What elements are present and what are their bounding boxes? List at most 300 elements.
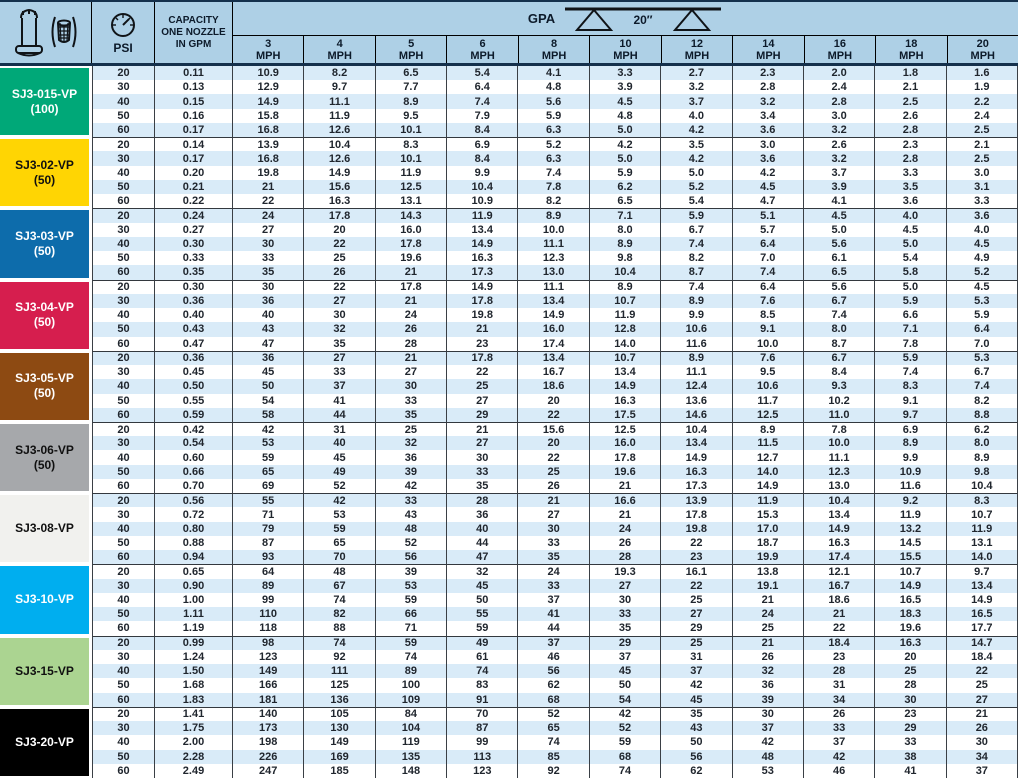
gpa-value: 62 bbox=[518, 678, 589, 692]
gpa-value: 5.8 bbox=[875, 265, 946, 279]
gpa-value: 27 bbox=[233, 223, 304, 237]
psi-value: 60 bbox=[92, 265, 155, 279]
gpa-value: 12.5 bbox=[590, 422, 661, 436]
gpa-value: 26 bbox=[804, 707, 875, 721]
gpa-value: 8.3 bbox=[947, 493, 1018, 507]
gpa-value: 25 bbox=[661, 636, 732, 650]
gpa-value: 6.7 bbox=[804, 294, 875, 308]
gpa-value: 3.0 bbox=[804, 109, 875, 123]
gpa-value: 22 bbox=[661, 579, 732, 593]
gpa-value: 50 bbox=[590, 678, 661, 692]
gpa-value: 13.1 bbox=[947, 536, 1018, 550]
gpa-value: 25 bbox=[947, 678, 1018, 692]
gpa-value: 12.3 bbox=[518, 251, 589, 265]
gpa-value: 16.6 bbox=[590, 493, 661, 507]
psi-value: 30 bbox=[92, 365, 155, 379]
gpm-value: 0.70 bbox=[155, 479, 233, 493]
gpm-value: 0.17 bbox=[155, 151, 233, 165]
gpm-value: 0.30 bbox=[155, 280, 233, 294]
gpa-value: 9.5 bbox=[733, 365, 804, 379]
gpa-value: 3.2 bbox=[661, 80, 732, 94]
gpa-value: 173 bbox=[233, 721, 304, 735]
gpa-value: 5.9 bbox=[590, 166, 661, 180]
gpa-value: 14.9 bbox=[947, 593, 1018, 607]
gpa-value: 6.7 bbox=[947, 365, 1018, 379]
gpa-value: 16.3 bbox=[447, 251, 518, 265]
gpa-value: 19.6 bbox=[376, 251, 447, 265]
nozzle-subtitle: (100) bbox=[30, 101, 59, 116]
gpa-value: 13.4 bbox=[447, 223, 518, 237]
gpa-value: 20 bbox=[304, 223, 375, 237]
gpa-value: 10.9 bbox=[875, 465, 946, 479]
psi-value: 30 bbox=[92, 721, 155, 735]
gpa-value: 104 bbox=[376, 721, 447, 735]
gpa-value: 5.0 bbox=[875, 237, 946, 251]
gpa-value: 99 bbox=[447, 735, 518, 749]
gpa-value: 24 bbox=[376, 308, 447, 322]
gpa-value: 33 bbox=[376, 493, 447, 507]
gpa-value: 10.4 bbox=[661, 422, 732, 436]
gpm-value: 0.56 bbox=[155, 493, 233, 507]
psi-value: 60 bbox=[92, 408, 155, 422]
gpa-value: 48 bbox=[733, 750, 804, 764]
gpa-value: 65 bbox=[233, 465, 304, 479]
gpa-value: 14.9 bbox=[304, 166, 375, 180]
gpa-value: 149 bbox=[304, 735, 375, 749]
gpa-value: 3.5 bbox=[661, 137, 732, 151]
gpa-value: 6.6 bbox=[875, 308, 946, 322]
gpa-value: 8.3 bbox=[376, 137, 447, 151]
gpa-value: 30 bbox=[947, 735, 1018, 749]
gpa-value: 5.9 bbox=[661, 208, 732, 222]
gpa-value: 12.1 bbox=[804, 564, 875, 578]
gpa-value: 37 bbox=[661, 664, 732, 678]
gpa-value: 17.8 bbox=[590, 450, 661, 464]
gpa-value: 27 bbox=[447, 436, 518, 450]
gpa-value: 89 bbox=[376, 664, 447, 678]
psi-value: 40 bbox=[92, 237, 155, 251]
gpa-value: 5.9 bbox=[875, 351, 946, 365]
gpa-value: 64 bbox=[233, 564, 304, 578]
nozzle-row-label bbox=[0, 208, 92, 279]
gpa-value: 27 bbox=[447, 394, 518, 408]
gpa-value: 18.7 bbox=[733, 536, 804, 550]
gpa-value: 3.5 bbox=[875, 180, 946, 194]
gpa-value: 55 bbox=[447, 607, 518, 621]
gpa-value: 87 bbox=[447, 721, 518, 735]
gpa-value: 65 bbox=[518, 721, 589, 735]
gpa-value: 5.0 bbox=[804, 223, 875, 237]
gpa-value: 11.1 bbox=[518, 237, 589, 251]
gpa-value: 3.2 bbox=[804, 123, 875, 137]
gpa-value: 12.4 bbox=[661, 379, 732, 393]
gpa-value: 28 bbox=[376, 337, 447, 351]
gpa-value: 10.2 bbox=[804, 394, 875, 408]
gpa-value: 14.0 bbox=[947, 550, 1018, 564]
gpa-label: GPA bbox=[527, 11, 556, 26]
gpa-value: 33 bbox=[447, 465, 518, 479]
gpa-value: 17.8 bbox=[376, 280, 447, 294]
gpa-value: 22 bbox=[304, 280, 375, 294]
gpa-value: 12.7 bbox=[733, 450, 804, 464]
gpa-value: 17.3 bbox=[661, 479, 732, 493]
psi-value: 40 bbox=[92, 166, 155, 180]
gpm-value: 0.15 bbox=[155, 94, 233, 108]
gpa-value: 2.1 bbox=[947, 137, 1018, 151]
gpa-value: 4.1 bbox=[804, 194, 875, 208]
gpa-value: 16.1 bbox=[661, 564, 732, 578]
gpm-value: 0.35 bbox=[155, 265, 233, 279]
gpa-value: 4.0 bbox=[875, 208, 946, 222]
gpa-value: 43 bbox=[233, 322, 304, 336]
gpa-value: 149 bbox=[233, 664, 304, 678]
nozzle-name: SJ3-06-VP bbox=[15, 442, 74, 457]
gpm-value: 0.43 bbox=[155, 322, 233, 336]
gpa-value: 8.5 bbox=[733, 308, 804, 322]
mph-column-header-6: 6 MPH bbox=[446, 36, 517, 63]
gpa-value: 5.6 bbox=[804, 237, 875, 251]
gpa-value: 71 bbox=[233, 507, 304, 521]
gpa-value: 24 bbox=[233, 208, 304, 222]
gpa-value: 58 bbox=[233, 408, 304, 422]
gpa-value: 22 bbox=[233, 194, 304, 208]
gpa-value: 21 bbox=[590, 479, 661, 493]
gpa-value: 9.9 bbox=[661, 308, 732, 322]
gpa-value: 56 bbox=[376, 550, 447, 564]
gpa-value: 41 bbox=[875, 764, 946, 778]
gpa-value: 1.9 bbox=[947, 80, 1018, 94]
gpa-value: 34 bbox=[947, 750, 1018, 764]
gpa-value: 26 bbox=[376, 322, 447, 336]
gpa-value: 70 bbox=[447, 707, 518, 721]
gpa-value: 3.6 bbox=[733, 151, 804, 165]
gpa-value: 10.6 bbox=[661, 322, 732, 336]
gpa-value: 10.4 bbox=[590, 265, 661, 279]
gpa-value: 7.0 bbox=[947, 337, 1018, 351]
psi-value: 50 bbox=[92, 607, 155, 621]
gpa-value: 27 bbox=[518, 507, 589, 521]
gpa-value: 8.4 bbox=[447, 151, 518, 165]
gpa-value: 16.3 bbox=[661, 465, 732, 479]
gpa-value: 31 bbox=[304, 422, 375, 436]
gpm-value: 0.40 bbox=[155, 308, 233, 322]
gpa-value: 5.0 bbox=[661, 166, 732, 180]
gpa-value: 8.8 bbox=[947, 408, 1018, 422]
nozzle-row-label bbox=[0, 137, 92, 208]
gpm-value: 0.22 bbox=[155, 194, 233, 208]
gpa-value: 8.9 bbox=[661, 294, 732, 308]
gpa-value: 37 bbox=[518, 636, 589, 650]
nozzle-row-label bbox=[0, 66, 92, 137]
gpa-value: 19.3 bbox=[590, 564, 661, 578]
gpa-value: 5.4 bbox=[875, 251, 946, 265]
gpa-value: 4.5 bbox=[590, 94, 661, 108]
gpa-value: 52 bbox=[518, 707, 589, 721]
gpa-value: 74 bbox=[376, 650, 447, 664]
gpa-value: 25 bbox=[875, 664, 946, 678]
gpa-value: 2.8 bbox=[733, 80, 804, 94]
gpa-value: 23 bbox=[661, 550, 732, 564]
gpa-value: 16.5 bbox=[875, 593, 946, 607]
mph-column-header-10: 10 MPH bbox=[589, 36, 660, 63]
gpa-value: 27 bbox=[661, 607, 732, 621]
nozzle-row-label bbox=[0, 422, 92, 493]
gpa-value: 3.7 bbox=[661, 94, 732, 108]
gpa-value: 9.8 bbox=[947, 465, 1018, 479]
psi-value: 60 bbox=[92, 479, 155, 493]
gpa-value: 8.2 bbox=[947, 394, 1018, 408]
gpa-value: 11.9 bbox=[590, 308, 661, 322]
gpa-value: 3.9 bbox=[804, 180, 875, 194]
gpa-value: 13.4 bbox=[590, 365, 661, 379]
gpa-value: 19.8 bbox=[447, 308, 518, 322]
gpa-value: 10.4 bbox=[804, 493, 875, 507]
gpa-value: 44 bbox=[304, 408, 375, 422]
gpa-value: 17.8 bbox=[304, 208, 375, 222]
gpa-value: 16.8 bbox=[233, 123, 304, 137]
gpa-value: 18.3 bbox=[875, 607, 946, 621]
gpa-value: 27 bbox=[947, 693, 1018, 707]
gpa-value: 6.9 bbox=[875, 422, 946, 436]
mph-column-header-16: 16 MPH bbox=[804, 36, 875, 63]
gpa-value: 2.7 bbox=[661, 66, 732, 80]
psi-value: 20 bbox=[92, 707, 155, 721]
gpa-value: 7.4 bbox=[661, 237, 732, 251]
gpa-value: 32 bbox=[447, 564, 518, 578]
gpa-value: 45 bbox=[661, 693, 732, 707]
gpa-value: 2.1 bbox=[875, 80, 946, 94]
gpa-value: 2.5 bbox=[875, 94, 946, 108]
gpa-value: 14.9 bbox=[875, 579, 946, 593]
gpa-value: 50 bbox=[661, 735, 732, 749]
gpa-value: 35 bbox=[304, 337, 375, 351]
gpa-value: 43 bbox=[661, 721, 732, 735]
gpa-value: 3.9 bbox=[590, 80, 661, 94]
gpm-value: 0.36 bbox=[155, 294, 233, 308]
capacity-column-header bbox=[155, 2, 233, 63]
psi-value: 50 bbox=[92, 536, 155, 550]
gpa-value: 3.3 bbox=[947, 194, 1018, 208]
gpa-value: 14.6 bbox=[661, 408, 732, 422]
gpa-value: 7.1 bbox=[875, 322, 946, 336]
gpa-value: 5.0 bbox=[875, 280, 946, 294]
gpa-value: 27 bbox=[590, 579, 661, 593]
gpa-value: 16.0 bbox=[376, 223, 447, 237]
nozzle-subtitle: (50) bbox=[33, 243, 56, 258]
psi-value: 60 bbox=[92, 764, 155, 778]
gpm-value: 0.42 bbox=[155, 422, 233, 436]
gpa-value: 7.8 bbox=[518, 180, 589, 194]
gpa-value: 17.0 bbox=[733, 522, 804, 536]
gpa-value: 9.9 bbox=[875, 450, 946, 464]
gpa-value: 69 bbox=[233, 479, 304, 493]
gpm-value: 0.72 bbox=[155, 507, 233, 521]
gpa-value: 5.1 bbox=[733, 208, 804, 222]
gpa-value: 30 bbox=[590, 593, 661, 607]
psi-value: 20 bbox=[92, 137, 155, 151]
nozzle-name: SJ3-015-VP bbox=[11, 86, 78, 101]
gpa-value: 8.9 bbox=[661, 351, 732, 365]
gpa-value: 19.8 bbox=[661, 522, 732, 536]
gpa-value: 33 bbox=[233, 251, 304, 265]
gpa-value: 14.9 bbox=[804, 522, 875, 536]
gpa-value: 83 bbox=[447, 678, 518, 692]
gpa-value: 29 bbox=[590, 636, 661, 650]
gpa-value: 11.6 bbox=[661, 337, 732, 351]
gpa-value: 125 bbox=[304, 678, 375, 692]
gpa-value: 7.4 bbox=[447, 94, 518, 108]
gpa-value: 123 bbox=[447, 764, 518, 778]
gpa-value: 4.2 bbox=[661, 123, 732, 137]
gpa-value: 71 bbox=[376, 621, 447, 635]
gpa-value: 16.3 bbox=[590, 394, 661, 408]
gpa-value: 14.9 bbox=[590, 379, 661, 393]
gpa-value: 5.2 bbox=[947, 265, 1018, 279]
gpa-value: 2.4 bbox=[804, 80, 875, 94]
gpa-value: 9.7 bbox=[304, 80, 375, 94]
gpa-value: 6.5 bbox=[804, 265, 875, 279]
gpa-value: 5.7 bbox=[733, 223, 804, 237]
gpa-value: 109 bbox=[376, 693, 447, 707]
gpa-value: 11.1 bbox=[661, 365, 732, 379]
gpa-value: 14.7 bbox=[947, 636, 1018, 650]
gpa-value: 13.4 bbox=[518, 351, 589, 365]
gpa-value: 30 bbox=[447, 450, 518, 464]
gpa-value: 53 bbox=[304, 507, 375, 521]
gpa-value: 31 bbox=[804, 678, 875, 692]
gpm-value: 0.50 bbox=[155, 379, 233, 393]
gpa-value: 33 bbox=[518, 536, 589, 550]
gpa-value: 13.6 bbox=[661, 394, 732, 408]
gpa-value: 41 bbox=[304, 394, 375, 408]
gpa-value: 93 bbox=[233, 550, 304, 564]
gpa-value: 7.4 bbox=[661, 280, 732, 294]
gpa-value: 17.8 bbox=[447, 294, 518, 308]
gpm-value: 0.27 bbox=[155, 223, 233, 237]
gpa-value: 9.1 bbox=[733, 322, 804, 336]
gpa-value: 8.9 bbox=[376, 94, 447, 108]
nozzle-row-label bbox=[0, 351, 92, 422]
gpa-value: 59 bbox=[590, 735, 661, 749]
table-body bbox=[0, 66, 1018, 778]
psi-value: 20 bbox=[92, 351, 155, 365]
gpa-value: 27 bbox=[376, 365, 447, 379]
gpa-value: 15.8 bbox=[233, 109, 304, 123]
nozzle-subtitle: (50) bbox=[33, 315, 56, 330]
gpa-value: 198 bbox=[233, 735, 304, 749]
gpa-value: 1.8 bbox=[875, 66, 946, 80]
gpa-value: 2.5 bbox=[947, 123, 1018, 137]
gpa-value: 14.9 bbox=[518, 308, 589, 322]
gpa-value: 21 bbox=[518, 493, 589, 507]
psi-value: 40 bbox=[92, 94, 155, 108]
gpa-value: 7.4 bbox=[518, 166, 589, 180]
gpa-value: 17.4 bbox=[518, 337, 589, 351]
gpa-value: 22 bbox=[804, 621, 875, 635]
gpa-value: 37 bbox=[304, 379, 375, 393]
nozzle-name: SJ3-20-VP bbox=[15, 734, 74, 749]
gpa-value: 37 bbox=[590, 650, 661, 664]
gpa-value: 8.7 bbox=[804, 337, 875, 351]
gpa-value: 49 bbox=[304, 465, 375, 479]
psi-value: 50 bbox=[92, 251, 155, 265]
gpm-value: 0.45 bbox=[155, 365, 233, 379]
gpa-value: 8.7 bbox=[661, 265, 732, 279]
gpa-value: 14.5 bbox=[875, 536, 946, 550]
mph-column-header-3: 3 MPH bbox=[256, 37, 281, 62]
gpa-value: 6.7 bbox=[661, 223, 732, 237]
gpa-value: 4.5 bbox=[947, 280, 1018, 294]
gpa-value: 5.4 bbox=[661, 194, 732, 208]
gpa-value: 52 bbox=[590, 721, 661, 735]
gpa-value: 12.3 bbox=[804, 465, 875, 479]
gpm-value: 0.14 bbox=[155, 137, 233, 151]
gpa-value: 5.9 bbox=[947, 308, 1018, 322]
gpa-value: 6.4 bbox=[733, 280, 804, 294]
gpa-value: 5.6 bbox=[804, 280, 875, 294]
gpa-value: 24 bbox=[733, 607, 804, 621]
gpa-value: 46 bbox=[804, 764, 875, 778]
gpm-value: 0.21 bbox=[155, 180, 233, 194]
capacity-line-2: ONE NOZZLE bbox=[161, 26, 226, 38]
nozzle-name: SJ3-10-VP bbox=[15, 592, 74, 607]
gpm-value: 1.11 bbox=[155, 607, 233, 621]
gpm-value: 0.11 bbox=[155, 66, 233, 80]
psi-value: 20 bbox=[92, 564, 155, 578]
gpa-value: 7.8 bbox=[875, 337, 946, 351]
gpa-value: 4.1 bbox=[518, 66, 589, 80]
gpa-value: 8.0 bbox=[947, 436, 1018, 450]
gpm-value: 0.54 bbox=[155, 436, 233, 450]
gpa-value: 46 bbox=[518, 650, 589, 664]
gpa-value: 11.9 bbox=[947, 522, 1018, 536]
gpa-value: 4.8 bbox=[590, 109, 661, 123]
gpa-value: 33 bbox=[304, 365, 375, 379]
gpm-value: 0.47 bbox=[155, 337, 233, 351]
gpa-value: 10.0 bbox=[733, 337, 804, 351]
gpa-value: 18.4 bbox=[947, 650, 1018, 664]
gpa-value: 59 bbox=[233, 450, 304, 464]
gpa-value: 48 bbox=[376, 522, 447, 536]
gpa-value: 3.6 bbox=[875, 194, 946, 208]
gpa-value: 3.0 bbox=[947, 166, 1018, 180]
gpa-value: 9.3 bbox=[804, 379, 875, 393]
gpa-value: 25 bbox=[304, 251, 375, 265]
gpa-value: 21 bbox=[947, 707, 1018, 721]
gpa-value: 17.7 bbox=[947, 621, 1018, 635]
gpa-value: 3.3 bbox=[590, 66, 661, 80]
gpa-value: 4.0 bbox=[661, 109, 732, 123]
psi-value: 30 bbox=[92, 650, 155, 664]
gpa-value: 8.2 bbox=[304, 66, 375, 80]
gpm-value: 1.19 bbox=[155, 621, 233, 635]
psi-value: 20 bbox=[92, 280, 155, 294]
gpa-value: 169 bbox=[304, 750, 375, 764]
gpa-value: 14.9 bbox=[233, 94, 304, 108]
gpa-value: 5.4 bbox=[447, 66, 518, 80]
gpa-value: 16.3 bbox=[875, 636, 946, 650]
gpa-value: 70 bbox=[304, 550, 375, 564]
capacity-line-1: CAPACITY bbox=[168, 14, 219, 26]
psi-value: 40 bbox=[92, 308, 155, 322]
gpa-value: 17.8 bbox=[661, 507, 732, 521]
gpa-value: 185 bbox=[304, 764, 375, 778]
nozzle-row-label bbox=[0, 493, 92, 564]
gpa-value: 6.1 bbox=[804, 251, 875, 265]
gpa-value: 99 bbox=[233, 593, 304, 607]
gpa-value: 53 bbox=[733, 764, 804, 778]
gpm-value: 0.36 bbox=[155, 351, 233, 365]
